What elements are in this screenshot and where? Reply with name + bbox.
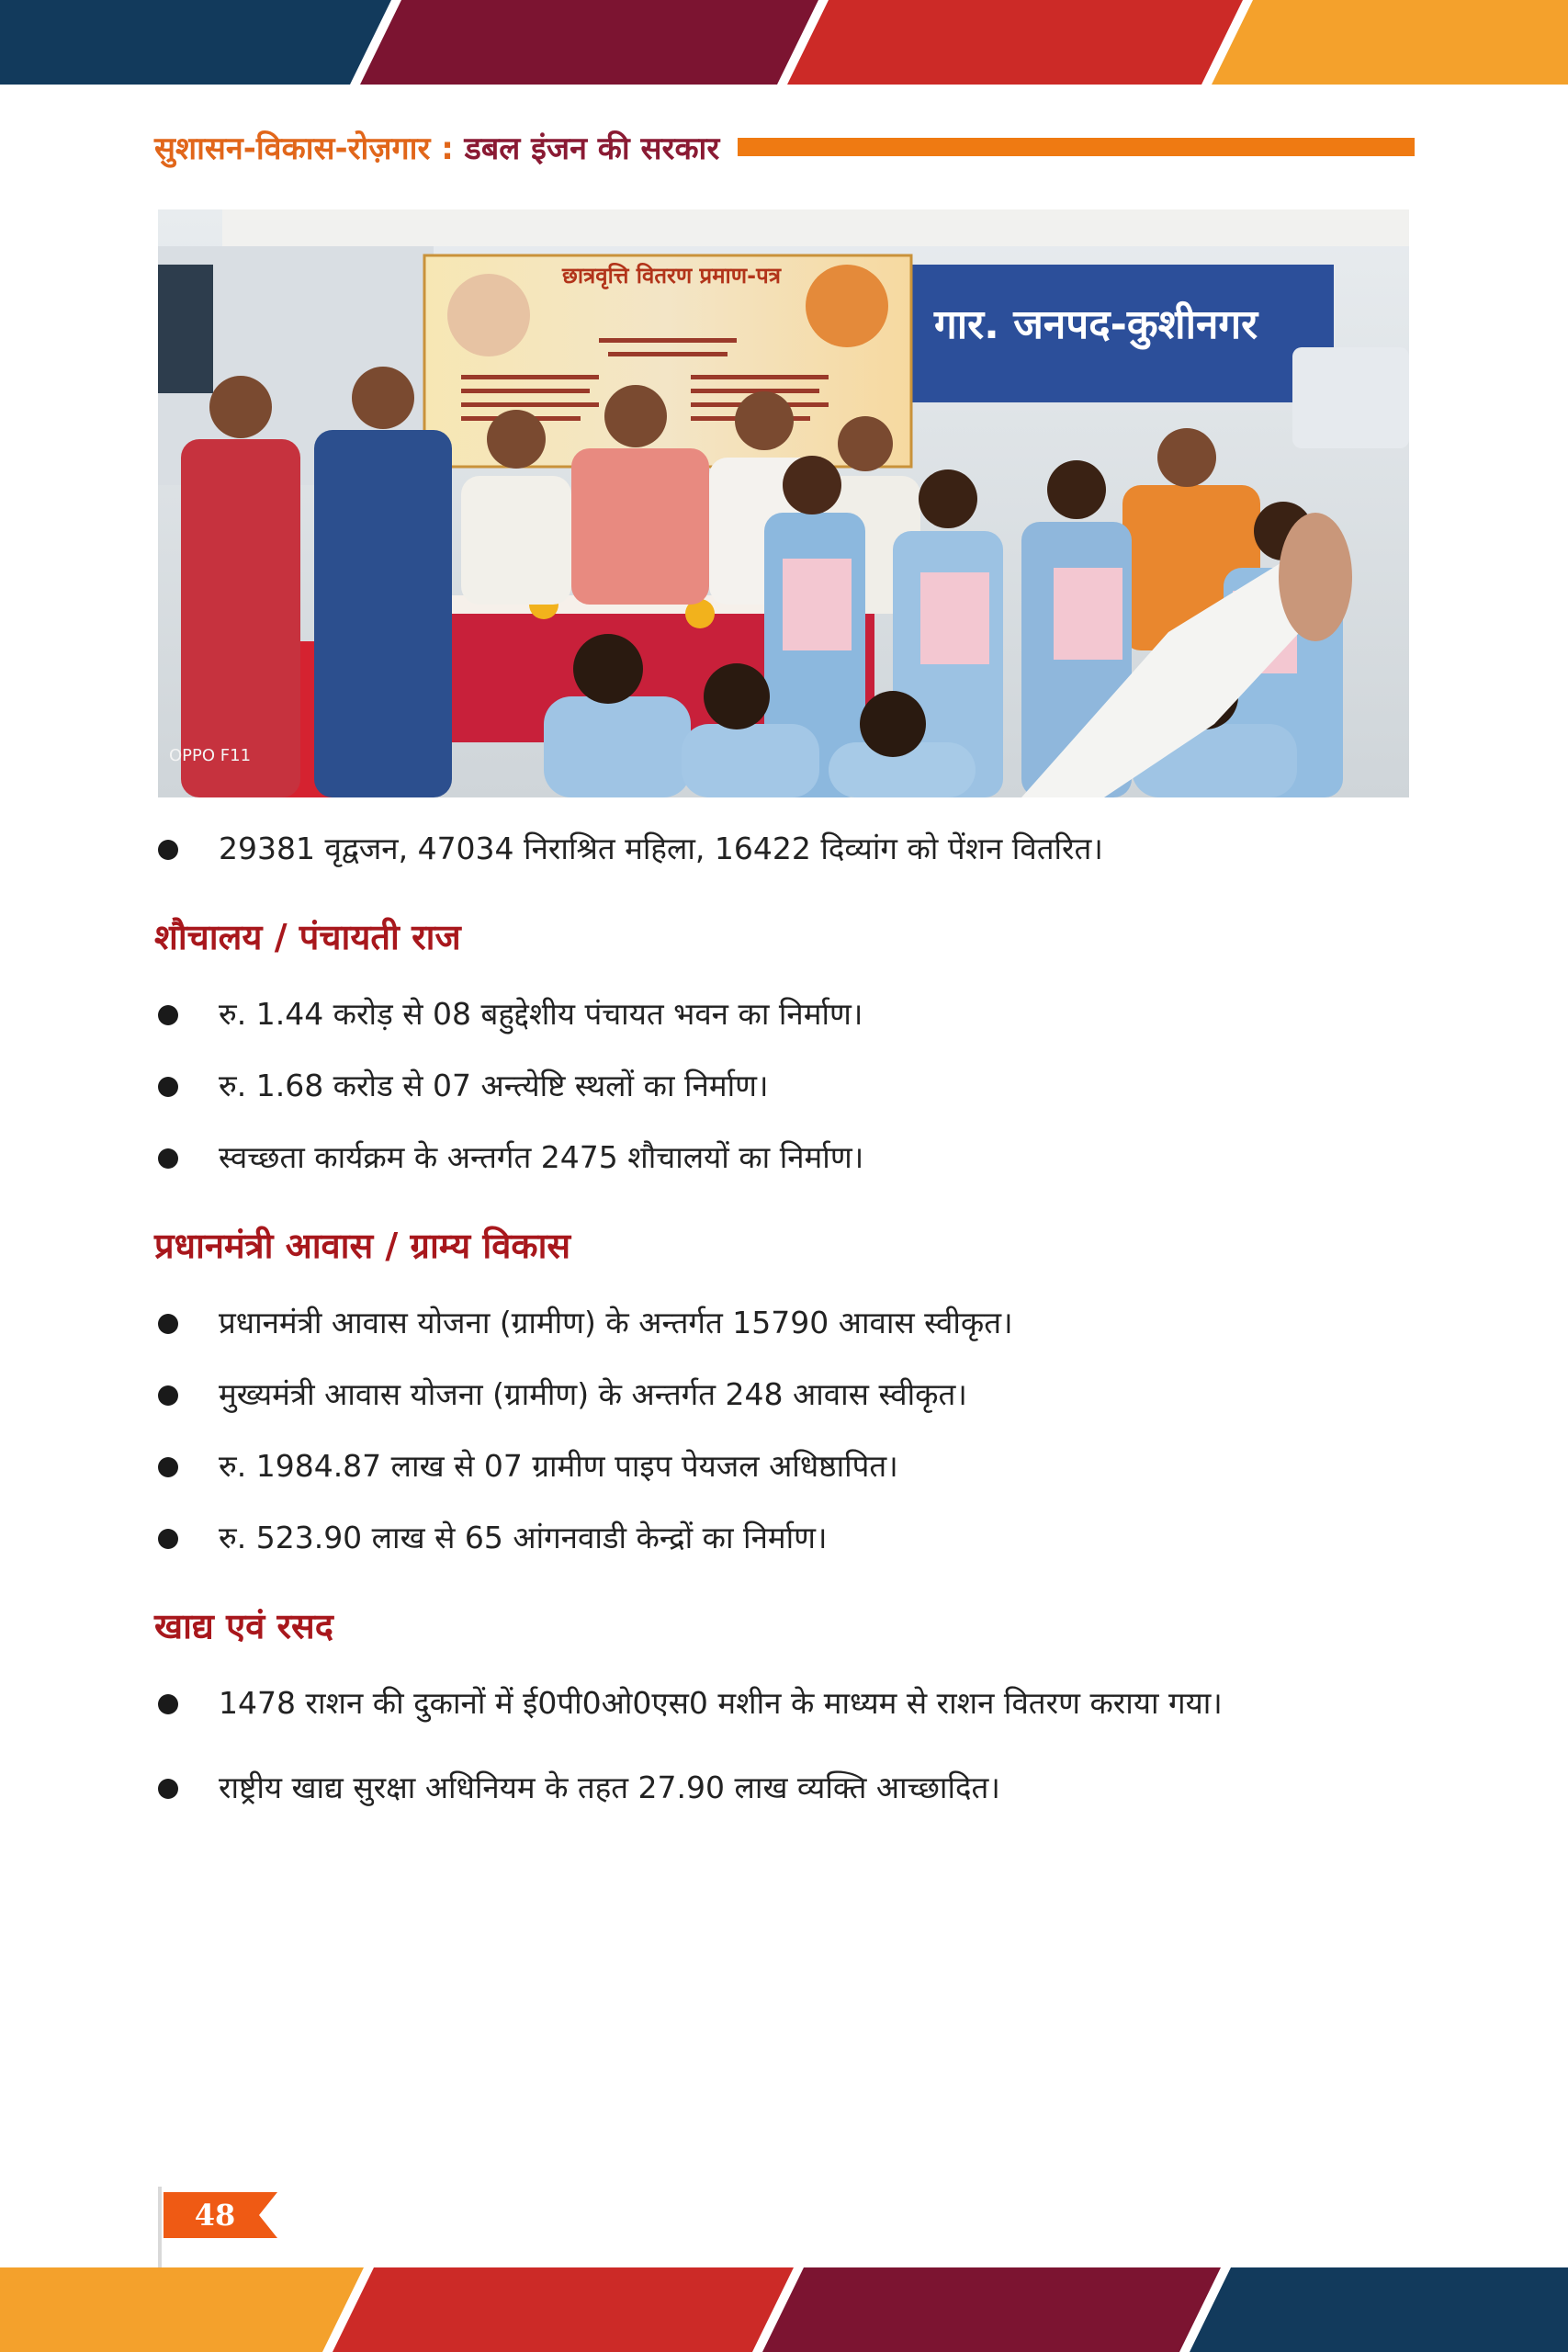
banner-text: छात्रवृत्ति वितरण प्रमाण-पत्र [562, 263, 781, 288]
running-header [154, 127, 1415, 167]
page-number-tag [158, 2187, 296, 2247]
bullet-icon [158, 1077, 178, 1097]
top-decorative-band [0, 0, 1568, 85]
bullet-icon [158, 1385, 178, 1406]
list-item-text: प्रधानमंत्री आवास योजना (ग्रामीण) के अन्तर्गत 15790 आवास स्वीकृत। [219, 1305, 1013, 1340]
list-item [154, 1502, 1415, 1574]
list-item [154, 813, 1415, 885]
camera-watermark: OPPO F11 [169, 746, 252, 765]
list-item [154, 978, 1415, 1050]
page-number: 48 [194, 2198, 236, 2233]
bullet-icon [158, 1694, 178, 1714]
list-item-text: 29381 वृद्वजन, 47034 निराश्रित महिला, 16422 दिव्यांग को पेंशन वितरित। [219, 831, 1103, 866]
header-rule [738, 138, 1415, 156]
header-title-part2: डबल इंजन की सरकार [464, 130, 720, 167]
bullet-icon [158, 1529, 178, 1549]
bullet-icon [158, 1005, 178, 1025]
list-item [154, 1050, 1415, 1122]
header-title-part1: सुशासन-विकास-रोज़गार : [154, 130, 454, 167]
bullet-icon [158, 1457, 178, 1477]
list-item [154, 1430, 1415, 1502]
bullet-icon [158, 1779, 178, 1799]
list-item-text: रु. 1984.87 लाख से 07 ग्रामीण पाइप पेयजल अधिष्ठापित। [219, 1448, 898, 1484]
list-item [154, 1122, 1415, 1193]
list-item [154, 1752, 1415, 1824]
event-photo [158, 209, 1409, 797]
bottom-decorative-band [0, 2267, 1568, 2352]
list-item-text: राष्ट्रीय खाद्य सुरक्षा अधिनियम के तहत 27.90 लाख व्यक्ति आच्छादित। [219, 1770, 1000, 1805]
section-heading: शौचालय / पंचायती राज [154, 917, 461, 957]
list-item-text: रु. 1.44 करोड़ से 08 बहुद्देशीय पंचायत भवन का निर्माण। [219, 996, 863, 1032]
wall-text: गार. जनपद-कुशीनगर [934, 301, 1258, 348]
bullet-icon [158, 1314, 178, 1334]
list-item [154, 1287, 1415, 1359]
section-heading: प्रधानमंत्री आवास / ग्राम्य विकास [154, 1226, 571, 1266]
list-item-text: रु. 523.90 लाख से 65 आंगनवाडी केन्द्रों का निर्माण। [219, 1520, 828, 1555]
list-item-text: रु. 1.68 करोड से 07 अन्त्येष्टि स्थलों का निर्माण। [219, 1068, 769, 1103]
list-item [154, 1359, 1415, 1430]
page-content [154, 813, 1415, 1824]
page-number-rule [158, 2187, 162, 2271]
bullet-icon [158, 1148, 178, 1169]
section-heading: खाद्य एवं रसद [154, 1606, 333, 1646]
header-title [154, 126, 719, 168]
list-item [154, 1668, 1415, 1739]
bullet-icon [158, 840, 178, 860]
list-item-text: स्वच्छता कार्यक्रम के अन्तर्गत 2475 शौचालयों का निर्माण। [219, 1139, 864, 1175]
list-item-text: मुख्यमंत्री आवास योजना (ग्रामीण) के अन्तर्गत 248 आवास स्वीकृत। [219, 1376, 967, 1412]
list-item-text: 1478 राशन की दुकानों में ई0पी0ओ0एस0 मशीन के माध्यम से राशन वितरण कराया गया। [219, 1685, 1223, 1721]
